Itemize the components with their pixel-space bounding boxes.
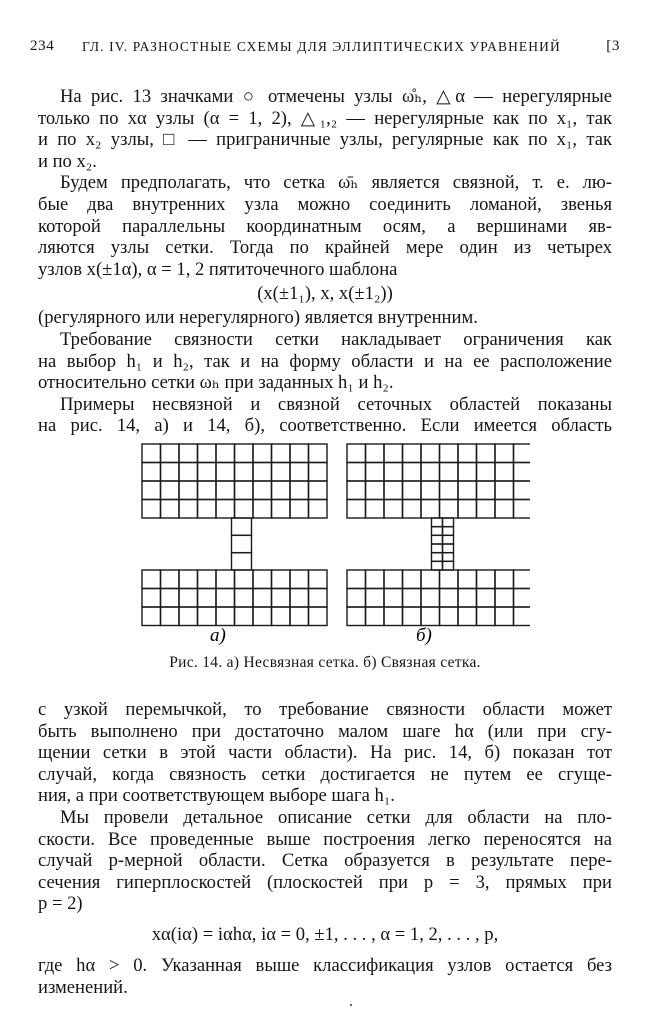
mesh-cell [235,481,254,500]
mesh-cell [272,444,291,463]
mesh-cell [440,607,459,626]
mesh-cell [440,570,459,589]
mesh-cell [235,444,254,463]
mesh-cell [347,500,366,519]
text-line: изменений. [38,976,128,998]
mesh-cell [514,463,531,482]
text-block-upper [38,86,612,437]
mesh-cell [514,481,531,500]
mesh-cell [272,500,291,519]
mesh-cell [142,463,161,482]
text-line: и по x₂ узлы, □ — приграничные узлы, регулярные как по x₁, так [38,129,612,151]
mesh-cell [477,570,496,589]
figure-14 [130,436,530,651]
running-title: ГЛ. IV. РАЗНОСТНЫЕ СХЕМЫ ДЛЯ ЭЛЛИПТИЧЕСКИХ УРАВНЕНИЙ [82,39,561,54]
mesh-cell [384,463,403,482]
mesh-cell [384,570,403,589]
mesh-cell [421,463,440,482]
mesh-cell [290,589,309,608]
text-line: Примеры несвязной и связной сеточных областей показаны [60,393,612,415]
mesh-cell [440,444,459,463]
text-line: ляются узлы сетки. Тогда по крайней мере один из четырех [38,237,612,259]
text-line: p = 2) [38,893,83,915]
mesh-cell [216,607,235,626]
mesh-cell [142,481,161,500]
mesh-cell [290,463,309,482]
text-line: случай p-мерной области. Сетка образуется в результате пере- [38,850,612,872]
mesh-cell [514,570,531,589]
mesh-cell [347,463,366,482]
mesh-cell [216,444,235,463]
mesh-cell [272,589,291,608]
mesh-cell [179,463,198,482]
text-line: Будем предполагать, что сетка ω̄ₕ является связной, т. е. лю- [60,172,612,194]
neck-cell [432,561,443,570]
mesh-cell [421,500,440,519]
text-line: быть выполнено при достаточно малом шаге hα (или при сгу- [38,720,612,742]
neck-cell [432,553,443,562]
mesh-cell [290,481,309,500]
text-line: бые два внутренних узла можно соединить ломаной, звенья [38,193,612,215]
mesh-cell [477,463,496,482]
neck-cell [443,553,454,562]
text-line: с узкой перемычкой, то требование связности области может [38,699,612,720]
mesh-cell [161,444,180,463]
neck-cell [443,561,454,570]
mesh-cell [458,444,477,463]
mesh-cell [495,463,514,482]
mesh-cell [421,444,440,463]
mesh-cell [366,570,385,589]
mesh-cell [179,570,198,589]
mesh-cell [272,570,291,589]
mesh-cell [495,607,514,626]
text-line: ния, а при соответствующем выборе шага h₁. [38,785,395,807]
mesh-cell [179,444,198,463]
paragraph-2 [38,172,612,329]
mesh-cell [198,463,217,482]
mesh-cell [366,589,385,608]
mesh-cell [198,500,217,519]
mesh-cell [440,589,459,608]
neck-cell [432,527,443,536]
mesh-cell [403,463,422,482]
mesh-cell [142,607,161,626]
grid-disconnected [142,444,327,626]
mesh-cell [495,500,514,519]
text-line: только по xα узлы (α = 1, 2), △₁,₂ — нерегулярные как по x₁, так [38,107,612,129]
mesh-cell [403,570,422,589]
mesh-cell [440,463,459,482]
mesh-cell [253,463,272,482]
text-line: которой параллельны координатным осям, а вершинами яв- [38,215,612,237]
neck-cell [443,527,454,536]
paragraph-7 [38,955,612,998]
mesh-cell [216,481,235,500]
mesh-cell [403,444,422,463]
mesh-cell [253,444,272,463]
text-line: Требование связности сетки накладывает ограничения как [60,328,612,350]
mesh-cell [514,607,531,626]
mesh-cell [477,500,496,519]
figure-label-a: а) [210,625,226,646]
text-line: сечения гиперплоскостей (плоскостей при p = 3, прямых при [38,871,612,893]
text-line: узлов x(±1α), α = 1, 2 пятиточечного шаблона [38,258,398,280]
mesh-cell [458,463,477,482]
mesh-cell [421,570,440,589]
paragraph-3 [38,329,612,394]
figure-caption: Рис. 14. а) Несвязная сетка. б) Связная сетка. [169,654,481,671]
text-line: где hα > 0. Указанная выше классификация узлов остается без [38,954,612,976]
mesh-cell [495,589,514,608]
mesh-cell [403,607,422,626]
neck-cell [232,535,252,552]
mesh-cell [309,500,328,519]
mesh-cell [384,607,403,626]
mesh-cell [421,607,440,626]
mesh-cell [198,481,217,500]
mesh-cell [309,589,328,608]
paragraph-5 [38,699,612,807]
text-line: Мы провели детальное описание сетки для области на пло- [60,806,612,828]
mesh-cell [253,607,272,626]
figure-label-b: б) [416,625,432,646]
mesh-cell [347,570,366,589]
paragraph-1 [38,86,612,172]
mesh-cell [440,481,459,500]
mesh-cell [235,500,254,519]
text-line: скости. Все проведенные выше построения легко переносятся на [38,828,612,850]
mesh-cell [514,589,531,608]
mesh-cell [142,500,161,519]
mesh-cell [384,589,403,608]
mesh-cell [309,481,328,500]
paragraph-6 [38,807,612,955]
mesh-cell [458,607,477,626]
mesh-cell [179,589,198,608]
mesh-cell [198,444,217,463]
mesh-cell [272,607,291,626]
mesh-cell [179,607,198,626]
mesh-cell [216,463,235,482]
mesh-cell [458,500,477,519]
mesh-cell [421,589,440,608]
mesh-cell [477,607,496,626]
mesh-cell [272,481,291,500]
mesh-cell [161,589,180,608]
text-line: щении сетки в этой части области). На рис. 14, б) показан тот [38,742,612,764]
mesh-cell [347,444,366,463]
neck-cell [443,544,454,553]
mesh-cell [347,481,366,500]
text-line: на выбор h₁ и h₂, так и на форму области и на ее расположение [38,350,612,372]
mesh-cell [309,570,328,589]
mesh-cell [514,444,531,463]
mesh-cell [403,500,422,519]
mesh-cell [179,500,198,519]
grid-formula: xα(iα) = iαhα, iα = 0, ±1, . . . , α = 1, 2, . . . , p, [151,923,499,945]
mesh-cell [477,444,496,463]
mesh-cell [366,444,385,463]
mesh-cell [235,463,254,482]
mesh-cell [216,570,235,589]
section-number: [3 [606,38,620,54]
mesh-cell [216,589,235,608]
neck-cell [443,535,454,544]
text-line: (регулярного или нерегулярного) является внутренним. [38,307,478,329]
neck-cell [432,518,443,527]
mesh-cell [403,481,422,500]
mesh-cell [477,589,496,608]
neck-cell [232,518,252,535]
mesh-cell [290,570,309,589]
mesh-cell [384,481,403,500]
mesh-cell [253,500,272,519]
mesh-cell [161,481,180,500]
text-line: На рис. 13 значками ○ отмечены узлы ω̊ₕ, △α — нерегулярные [60,86,612,107]
mesh-cell [421,481,440,500]
text-line: относительно сетки ωₕ при заданных h₁ и h₂. [38,372,394,394]
neck-cell [432,535,443,544]
mesh-cell [458,481,477,500]
mesh-cell [198,589,217,608]
text-line: и по x₂. [38,150,97,172]
page-mark [350,1004,352,1006]
mesh-cell [347,607,366,626]
text-line: случай, когда связность сетки достигается не путем ее сгуще- [38,763,612,785]
text-line: на рис. 14, а) и 14, б), соответственно. Если имеется область [38,415,612,437]
mesh-cell [161,607,180,626]
mesh-cell [179,481,198,500]
mesh-cell [309,607,328,626]
mesh-cell [366,481,385,500]
mesh-cell [198,570,217,589]
mesh-cell [477,481,496,500]
page-number: 234 [30,38,55,54]
mesh-cell [290,607,309,626]
mesh-cell [253,589,272,608]
mesh-cell [458,589,477,608]
mesh-cell [495,570,514,589]
mesh-cell [253,481,272,500]
mesh-cell [495,481,514,500]
grid-connected [347,444,530,626]
mesh-cell [309,463,328,482]
mesh-cell [290,500,309,519]
stencil-formula: (x(±1₁), x, x(±1₂)) [257,283,393,305]
grid-figure [130,436,530,651]
mesh-cell [161,570,180,589]
mesh-cell [142,444,161,463]
mesh-cell [290,444,309,463]
mesh-cell [309,444,328,463]
mesh-cell [403,589,422,608]
mesh-cell [235,570,254,589]
paragraph-4 [38,394,612,437]
mesh-cell [198,607,217,626]
mesh-cell [495,444,514,463]
mesh-cell [514,500,531,519]
mesh-cell [235,589,254,608]
neck-cell [443,518,454,527]
mesh-cell [440,500,459,519]
mesh-cell [216,500,235,519]
mesh-cell [384,500,403,519]
mesh-cell [142,589,161,608]
mesh-cell [347,589,366,608]
mesh-cell [142,570,161,589]
mesh-cell [253,570,272,589]
text-block-lower [38,699,612,998]
mesh-cell [161,500,180,519]
mesh-cell [272,463,291,482]
mesh-cell [384,444,403,463]
mesh-cell [366,607,385,626]
mesh-cell [458,570,477,589]
mesh-cell [235,607,254,626]
mesh-cell [161,463,180,482]
mesh-cell [366,463,385,482]
neck-cell [232,553,252,570]
mesh-cell [366,500,385,519]
neck-cell [432,544,443,553]
running-header [30,38,620,60]
